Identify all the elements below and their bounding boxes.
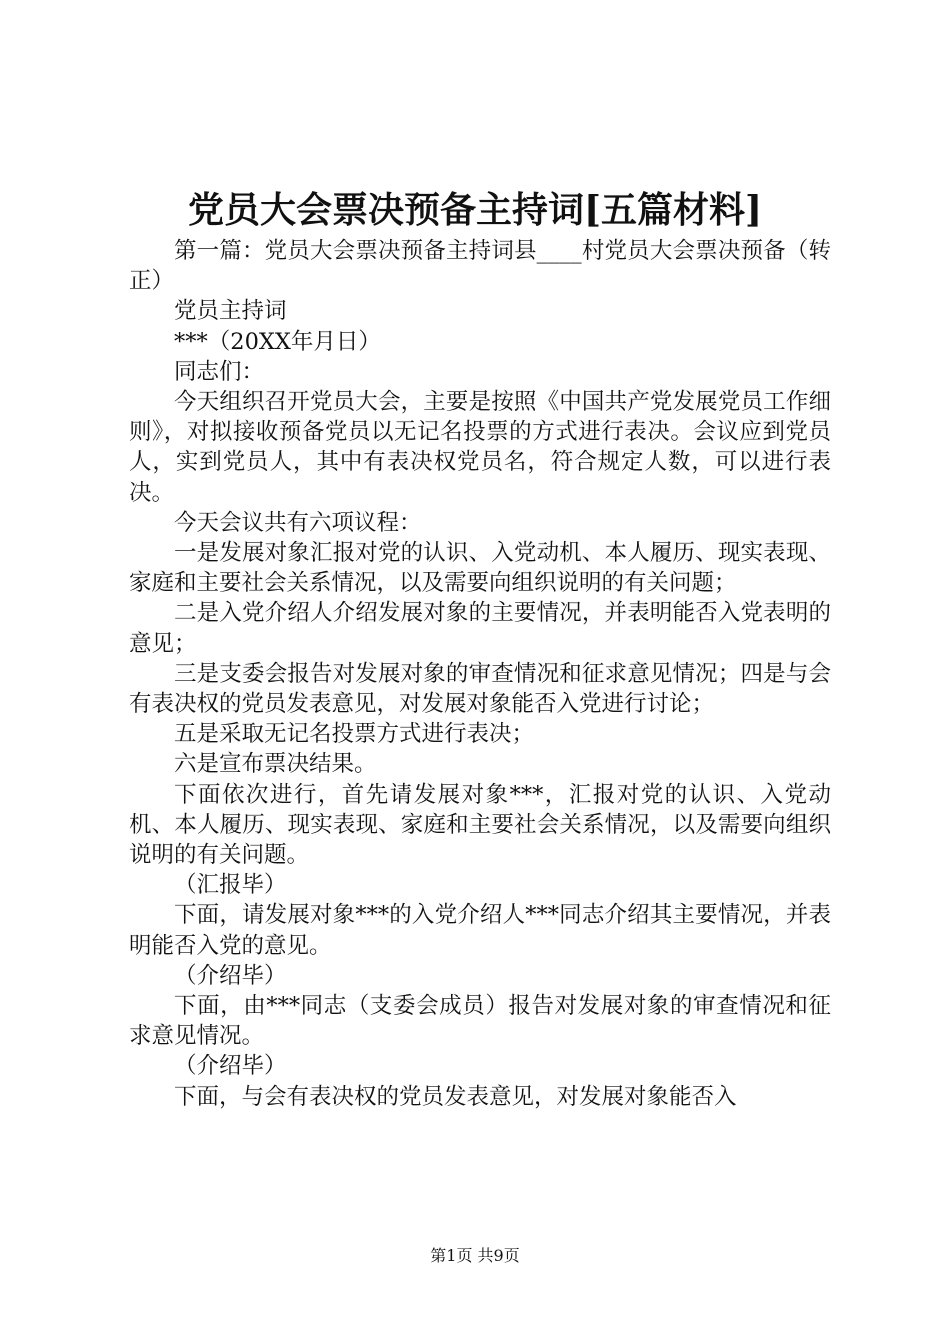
paragraph: 二是入党介绍人介绍发展对象的主要情况，并表明能否入党表明的意见；	[129, 600, 831, 657]
paragraph: 五是采取无记名投票方式进行表决；	[174, 721, 535, 748]
paragraph: 下面依次进行，首先请发展对象***，汇报对党的认识、入党动机、本人履历、现实表现、家庭和主要社会关系情况，以及需要向组织说明的有关问题。	[129, 781, 831, 869]
paragraph: 同志们：	[174, 358, 265, 385]
paragraph: 今天组织召开党员大会，主要是按照《中国共产党发展党员工作细则》，对拟接收预备党员以无记名投票的方式进行表决。会议应到党员人，实到党员人，其中有表决权党员名，符合规定人数，可以进行表决。	[129, 389, 831, 506]
paragraph: 第一篇：党员大会票决预备主持词县____村党员大会票决预备（转正）	[129, 238, 831, 295]
paragraph: （介绍毕）	[174, 962, 287, 989]
paragraph: 下面，由***同志（支委会成员）报告对发展对象的审查情况和征求意见情况。	[129, 993, 831, 1050]
paragraph: （汇报毕）	[174, 872, 287, 899]
document-title: 党员大会票决预备主持词[五篇材料]	[187, 189, 763, 231]
paragraph: 三是支委会报告对发展对象的审查情况和征求意见情况；四是与会有表决权的党员发表意见，对发展对象能否入党进行讨论；	[129, 660, 831, 718]
document-body	[129, 236, 831, 1112]
paragraph: 一是发展对象汇报对党的认识、入党动机、本人履历、现实表现、家庭和主要社会关系情况，以及需要向组织说明的有关问题；	[129, 540, 831, 597]
paragraph: 党员主持词	[174, 298, 287, 325]
paragraph: 下面，与会有表决权的党员发表意见，对发展对象能否入	[174, 1083, 737, 1110]
paragraph: （介绍毕）	[174, 1053, 287, 1080]
paragraph: 今天会议共有六项议程：	[174, 509, 422, 536]
paragraph: 六是宣布票决结果。	[174, 751, 377, 778]
paragraph: 下面，请发展对象***的入党介绍人***同志介绍其主要情况，并表明能否入党的意见。	[129, 902, 831, 959]
page-number-footer: 第1页 共9页	[430, 1246, 520, 1265]
paragraph: ***（20XX年月日）	[174, 328, 381, 355]
